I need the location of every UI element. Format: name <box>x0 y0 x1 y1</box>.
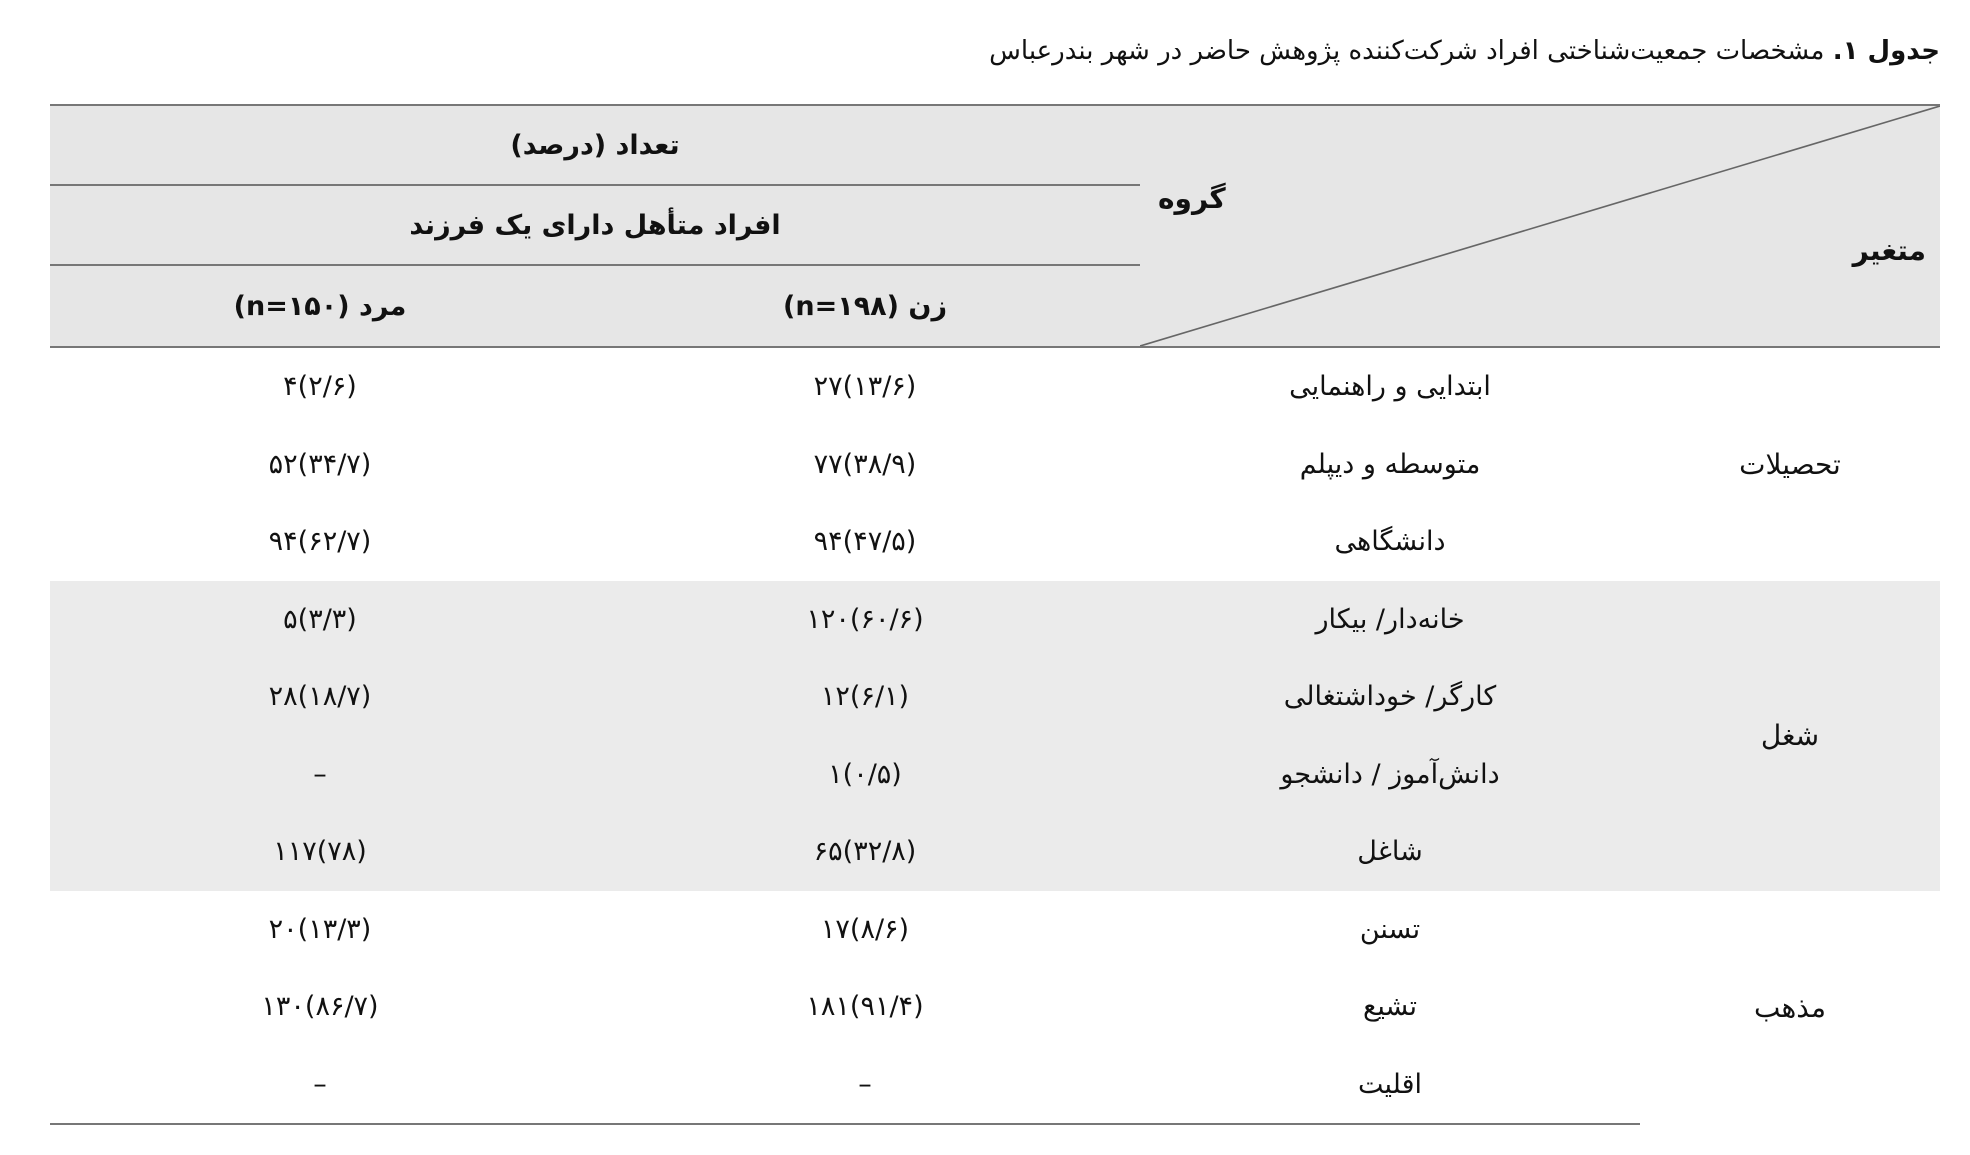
diagonal-divider <box>1140 106 1940 346</box>
header-male: مرد (n=۱۵۰) <box>50 265 590 347</box>
header-subgroup: افراد متأهل دارای یک فرزند <box>50 185 1140 265</box>
group-cell: شاغل <box>1140 813 1640 891</box>
male-value: – <box>50 1046 590 1125</box>
male-value: ۹۴(۶۲/۷) <box>268 526 372 558</box>
table-header <box>50 105 1940 347</box>
male-value: ۲۰(۱۳/۳) <box>268 913 372 945</box>
female-value: ۱۸۱(۹۱/۴) <box>806 991 924 1023</box>
table-row <box>50 891 1940 969</box>
caption-label: جدول ۱. <box>1832 36 1940 66</box>
group-cell: دانش‌آموز / دانشجو <box>1140 736 1640 814</box>
table-row <box>50 347 1940 426</box>
female-value: ۲۷(۱۳/۶) <box>813 371 917 403</box>
group-cell: تسنن <box>1359 913 1421 945</box>
variable-cell: مذهب <box>1754 990 1826 1024</box>
group-cell: دانشگاهی <box>1334 526 1446 558</box>
male-value: ۱۱۷(۷۸) <box>50 813 590 891</box>
header-count-percent: تعداد (درصد) <box>50 105 1140 185</box>
variable-cell: تحصیلات <box>1739 447 1841 481</box>
male-value: ۵(۳/۳) <box>50 581 590 659</box>
female-value: ۱۷(۸/۶) <box>820 913 910 945</box>
male-value: – <box>50 736 590 814</box>
demographics-table <box>50 104 1940 1125</box>
table-caption <box>989 36 1940 66</box>
male-value: ۵۲(۳۴/۷) <box>268 448 372 480</box>
diagonal-header-cell <box>1140 105 1940 347</box>
table-body <box>50 347 1940 1124</box>
header-group: گروه <box>1158 182 1226 215</box>
female-value: – <box>590 1046 1140 1125</box>
demographics-table-wrapper <box>50 104 1940 1125</box>
female-value: ۱(۰/۵) <box>590 736 1140 814</box>
female-value: ۹۴(۴۷/۵) <box>813 526 917 558</box>
caption-text: مشخصات جمعیت‌شناختی افراد شرکت‌کننده پژوهش حاضر در شهر بندرعباس <box>989 36 1825 66</box>
male-value: ۱۳۰(۸۶/۷) <box>261 991 379 1023</box>
female-value: ۷۷(۳۸/۹) <box>813 448 917 480</box>
variable-cell: شغل <box>1640 581 1940 891</box>
header-female: زن (n=۱۹۸) <box>590 265 1140 347</box>
group-cell: ابتدایی و راهنمایی <box>1289 371 1491 403</box>
male-value: ۴(۲/۶) <box>283 371 357 403</box>
group-cell: متوسطه و دیپلم <box>1299 448 1481 480</box>
header-variable: متغیر <box>1852 234 1927 267</box>
female-value: ۱۲۰(۶۰/۶) <box>590 581 1140 659</box>
group-cell: کارگر/ خوداشتغالی <box>1140 658 1640 736</box>
female-value: ۶۵(۳۲/۸) <box>590 813 1140 891</box>
group-cell: اقلیت <box>1140 1046 1640 1125</box>
female-value: ۱۲(۶/۱) <box>590 658 1140 736</box>
group-cell: خانه‌دار/ بیکار <box>1140 581 1640 659</box>
group-cell: تشیع <box>1362 991 1418 1023</box>
male-value: ۲۸(۱۸/۷) <box>50 658 590 736</box>
table-row <box>50 581 1940 659</box>
